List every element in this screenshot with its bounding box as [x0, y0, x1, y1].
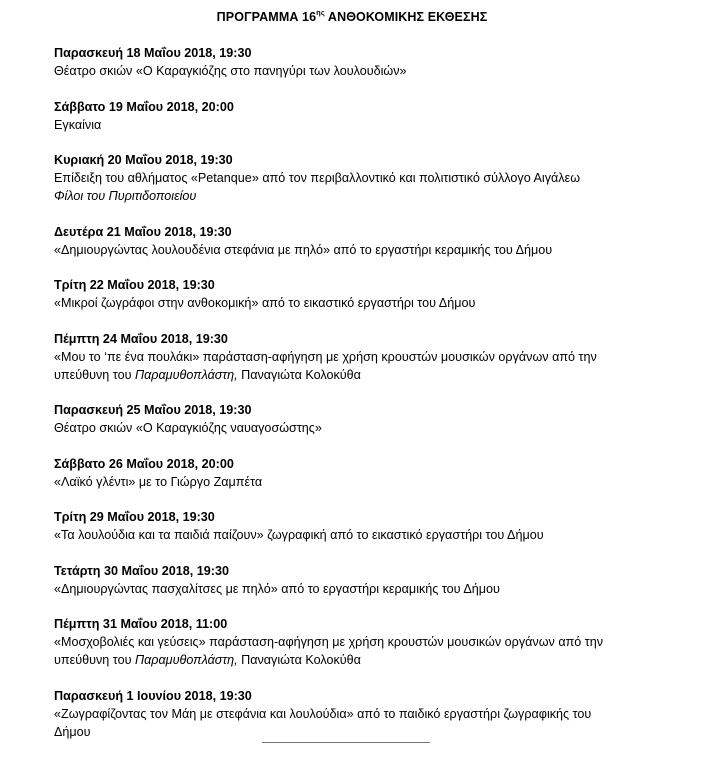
- event-date: Πέμπτη 24 Μαΐου 2018, 19:30: [54, 331, 228, 346]
- event-date: Πέμπτη 31 Μαΐου 2018, 11:00: [54, 617, 228, 631]
- event-description-line1: «Μοσχοβολιές και γεύσεις» παράσταση-αφήγηση με χρήση κρουστών μουσικών οργάνων από την: [54, 635, 604, 649]
- event-date: Παρασκευή 18 Μαΐου 2018, 19:30: [54, 46, 252, 60]
- event-list: [54, 44, 674, 758]
- event-item: [54, 151, 674, 205]
- event-text: Παναγιώτα Κολοκύθα: [237, 653, 361, 667]
- event-text-italic: Παραμυθοπλάστη,: [134, 367, 238, 382]
- event-item: [54, 276, 674, 312]
- title-superscript: ης: [316, 8, 325, 17]
- event-date: Σάββατο 26 Μαΐου 2018, 20:00: [54, 456, 234, 471]
- event-text: Παναγιώτα Κολοκύθα: [237, 367, 361, 382]
- event-description: Εγκαίνια: [54, 117, 102, 132]
- event-description: «Δημιουργώντας λουλουδένια στεφάνια με πηλό» από το εργαστήρι κεραμικής του Δήμου: [54, 242, 553, 257]
- event-description-line1: «Μου το ‘πε ένα πουλάκι» παράσταση-αφήγηση με χρήση κρουστών μουσικών οργάνων από την: [54, 349, 597, 364]
- event-description: Επίδειξη του αθλήματος «Petanque» από τον περιβαλλοντικό και πολιτιστικό σύλλογο Αιγάλεω: [54, 171, 581, 185]
- event-description: «Μικροί ζωγράφοι στην ανθοκομική» από το εικαστικό εργαστήρι του Δήμου: [54, 296, 476, 310]
- footer-divider: [262, 742, 430, 743]
- event-item: [54, 562, 674, 598]
- event-text: υπεύθυνη του: [54, 367, 135, 382]
- event-description: Θέατρο σκιών «Ο Καραγκιόζης στο πανηγύρι των λουλουδιών»: [54, 64, 407, 78]
- event-description: «Δημιουργώντας πασχαλίτσες με πηλό» από το εργαστήρι κεραμικής του Δήμου: [54, 581, 500, 596]
- event-description: «Λαϊκό γλέντι» με το Γιώργο Ζαμπέτα: [54, 474, 263, 489]
- event-description-line1: «Ζωγραφίζοντας τον Μάη με στεφάνια και λουλούδια» από το παιδικό εργαστήρι ζωγραφικής του: [54, 706, 592, 721]
- event-item: [54, 401, 674, 437]
- title-main: ΠΡΟΓΡΑΜΜΑ 16: [216, 10, 317, 24]
- event-description-line2: Δήμου: [54, 724, 91, 739]
- title-rest: ΑΝΘΟΚΟΜΙΚΗΣ ΕΚΘΕΣΗΣ: [324, 10, 488, 24]
- event-date: Τρίτη 22 Μαΐου 2018, 19:30: [54, 278, 215, 292]
- event-date: Δευτέρα 21 Μαΐου 2018, 19:30: [54, 224, 232, 239]
- event-item: [54, 98, 674, 134]
- page-title: [0, 10, 704, 24]
- event-description-line2: [54, 651, 674, 669]
- event-item: [54, 508, 674, 544]
- event-item: [54, 455, 674, 491]
- event-item: [54, 44, 674, 80]
- event-item: [54, 223, 674, 259]
- event-item: [54, 687, 674, 741]
- event-description: Θέατρο σκιών «Ο Καραγκιόζης ναυαγοσώστης»: [54, 421, 322, 435]
- event-date: Παρασκευή 25 Μαΐου 2018, 19:30: [54, 403, 252, 417]
- event-text: υπεύθυνη του: [54, 653, 135, 667]
- event-item: [54, 330, 674, 384]
- event-date: Κυριακή 20 Μαΐου 2018, 19:30: [54, 153, 233, 167]
- event-description: «Τα λουλούδια και τα παιδιά παίζουν» ζωγραφική από το εικαστικό εργαστήρι του Δήμου: [54, 528, 544, 542]
- event-item: [54, 615, 674, 669]
- event-date: Τετάρτη 30 Μαΐου 2018, 19:30: [54, 563, 229, 578]
- event-text-italic: Παραμυθοπλάστη,: [134, 653, 238, 667]
- event-description-line2: [54, 366, 674, 384]
- event-organizer: Φίλοι του Πυριτιδοποιείου: [54, 189, 197, 203]
- event-date: Σάββατο 19 Μαΐου 2018, 20:00: [54, 99, 234, 114]
- event-date: Τρίτη 29 Μαΐου 2018, 19:30: [54, 510, 215, 524]
- event-date: Παρασκευή 1 Ιουνίου 2018, 19:30: [54, 688, 252, 703]
